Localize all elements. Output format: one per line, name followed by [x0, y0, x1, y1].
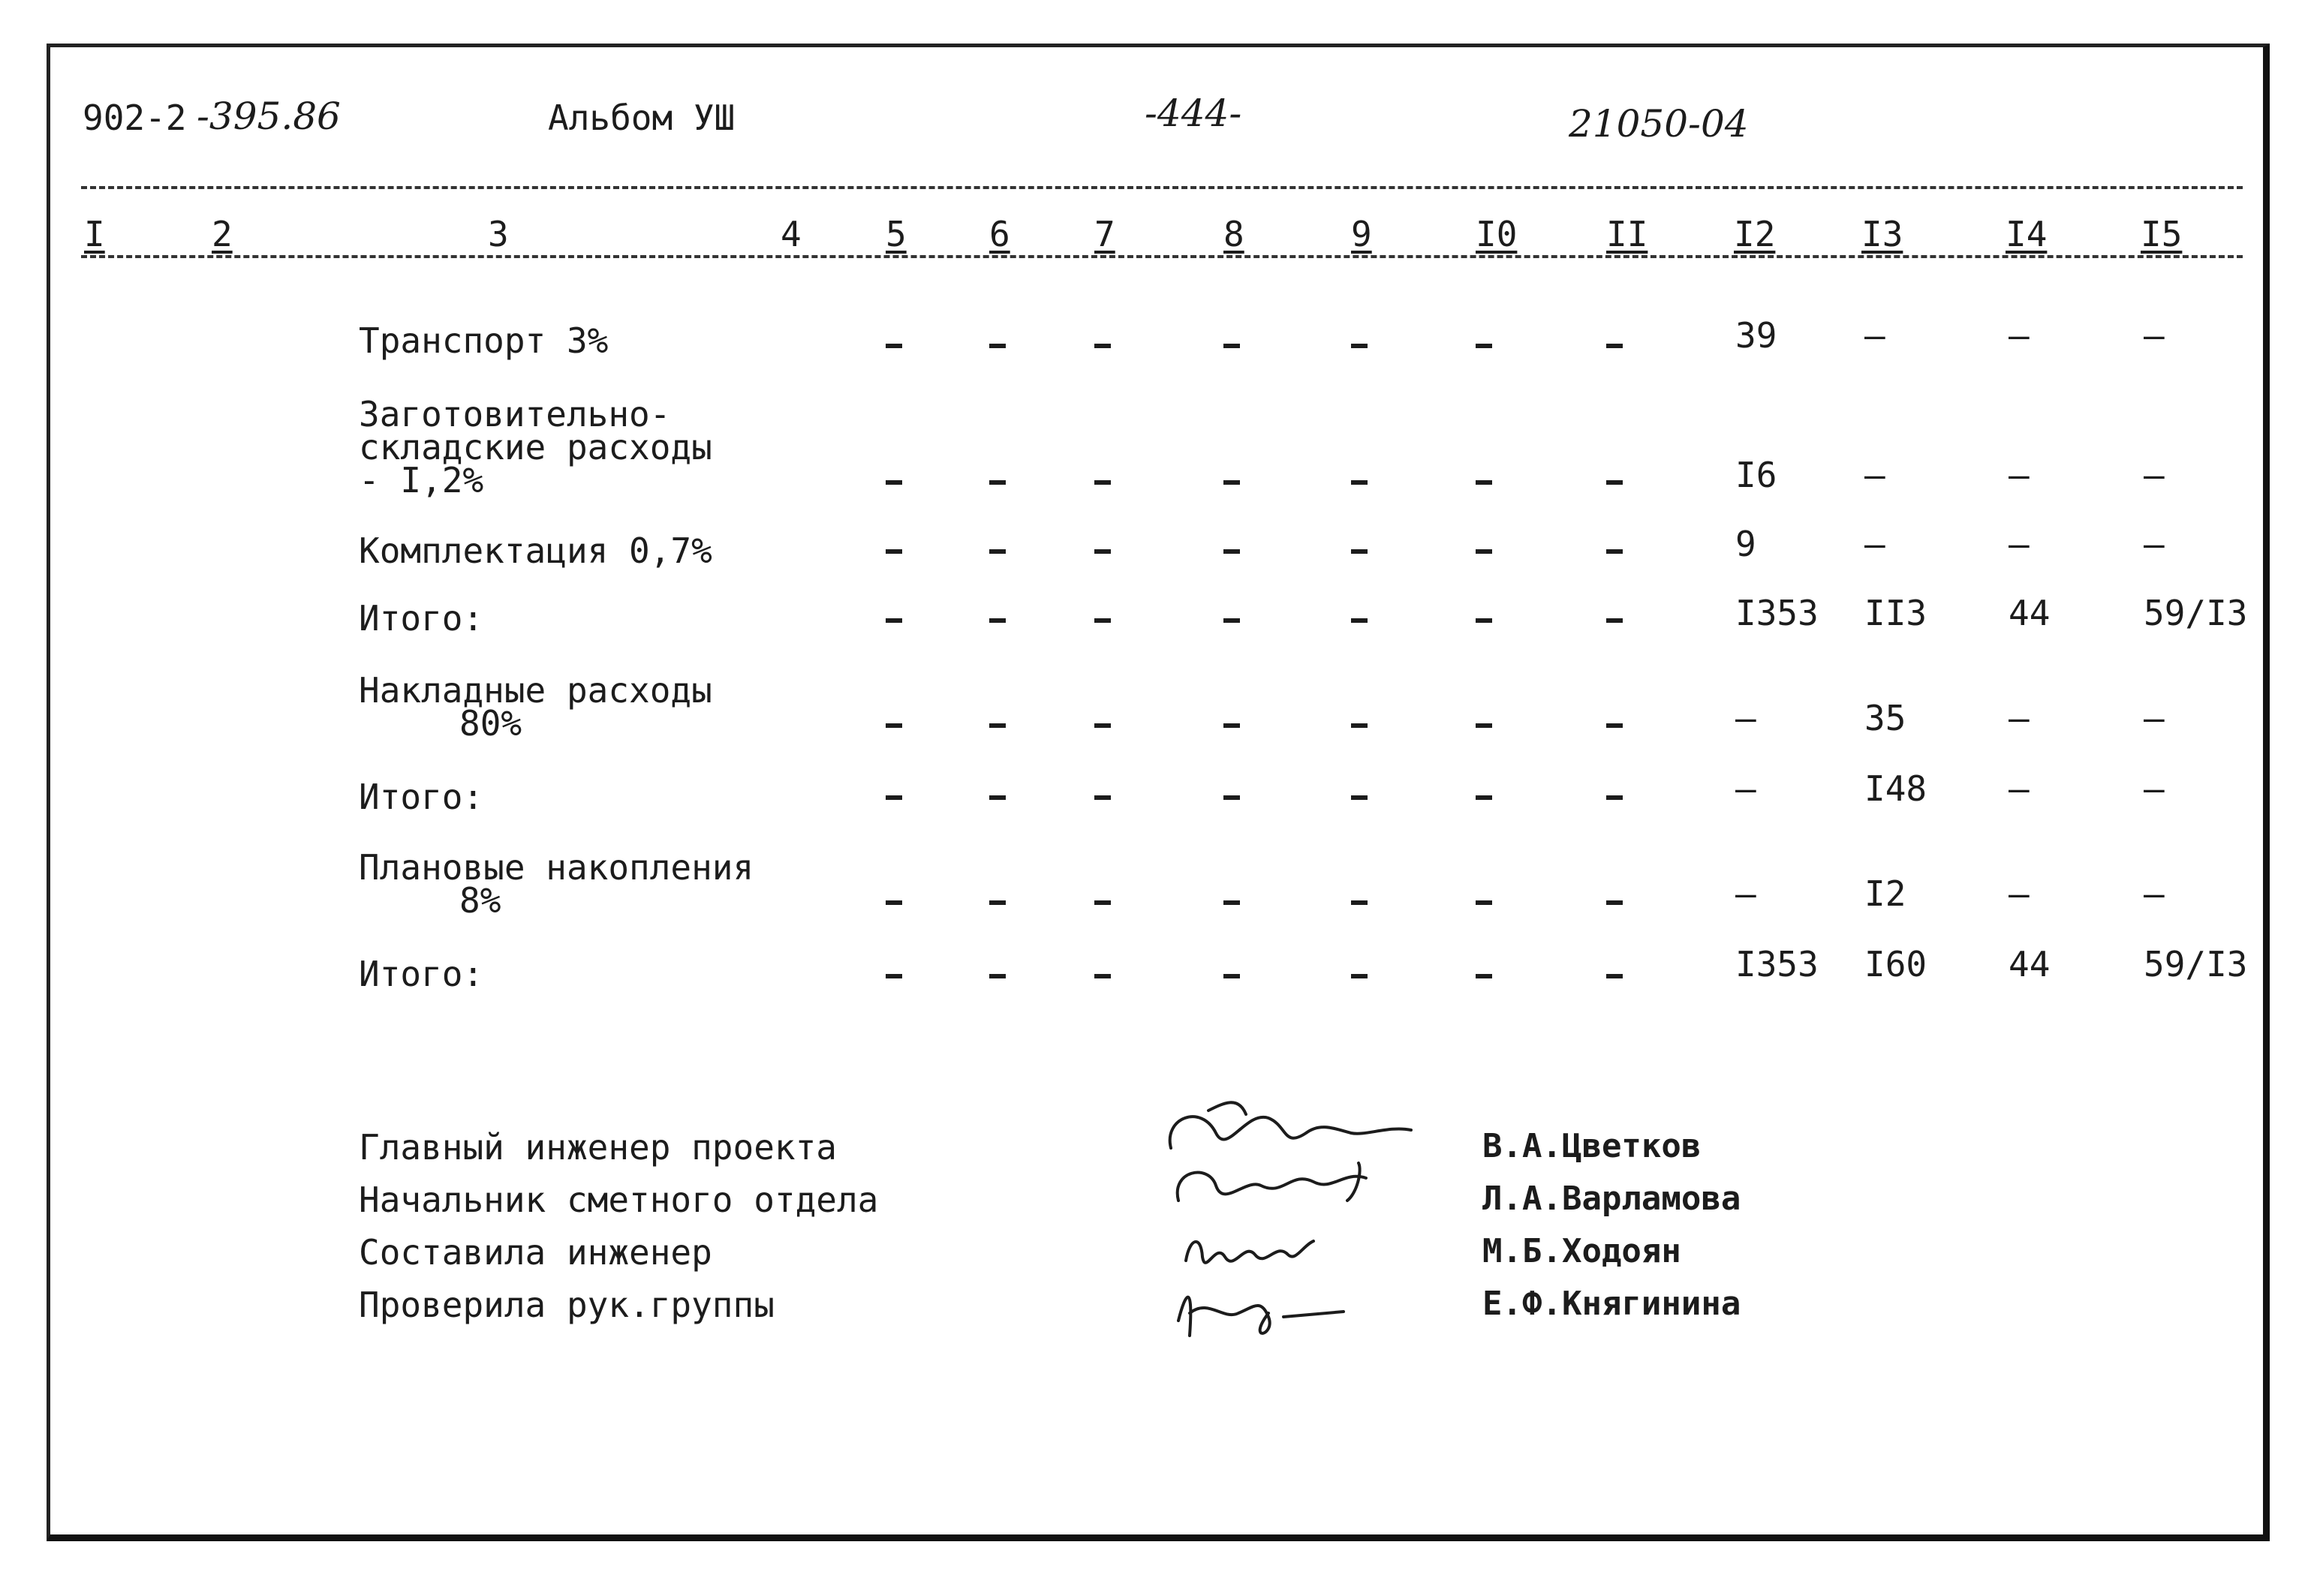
cell-r1-c13: –	[1864, 455, 1885, 495]
dash-cell	[1223, 723, 1240, 728]
dash-cell	[1223, 618, 1240, 623]
dash-cell	[989, 344, 1006, 348]
page-number: -444-	[1145, 92, 1242, 135]
row-label-total-1: Итого:	[359, 598, 484, 639]
sig-name-khodoyan: М.Б.Ходоян	[1482, 1232, 1681, 1270]
doc-code-printed: 902-2	[83, 98, 187, 138]
dash-cell	[886, 723, 902, 728]
cell-r2-c14: –	[2009, 524, 2030, 564]
cell-r5-c14: –	[2009, 768, 2030, 809]
handwritten-signatures-icon	[1156, 1088, 1426, 1358]
dash-cell	[886, 344, 902, 348]
cell-r2-c13: –	[1864, 524, 1885, 564]
col-num-7: 7	[1094, 214, 1115, 254]
sig-role-checked-by: Проверила рук.группы	[359, 1285, 775, 1325]
row-label-total-2: Итого:	[359, 777, 484, 817]
col-num-13: I3	[1861, 214, 1903, 254]
row-label-transport: Транспорт 3%	[359, 320, 609, 361]
dash-cell	[886, 618, 902, 623]
cell-r4-c13: 35	[1864, 698, 1906, 738]
cell-r1-c14: –	[2009, 455, 2030, 495]
dash-cell	[1094, 723, 1111, 728]
dashed-rule-bottom	[81, 255, 2243, 258]
cell-r6-c13: I2	[1864, 873, 1906, 914]
col-num-2: 2	[212, 214, 233, 254]
cell-r2-c12: 9	[1735, 524, 1756, 564]
dashed-rule-top	[81, 186, 2243, 189]
row-label-planned-1: Плановые накопления	[359, 847, 754, 888]
dash-cell	[1223, 974, 1240, 978]
dash-cell	[886, 900, 902, 905]
cell-r3-c12: I353	[1735, 593, 1819, 633]
dash-cell	[1476, 795, 1492, 800]
dash-cell	[1223, 900, 1240, 905]
dash-cell	[1223, 549, 1240, 554]
dash-cell	[886, 480, 902, 485]
col-num-5: 5	[886, 214, 907, 254]
dash-cell	[1606, 900, 1623, 905]
dash-cell	[1606, 549, 1623, 554]
dash-cell	[1476, 723, 1492, 728]
cell-r6-c15: –	[2144, 873, 2165, 914]
dash-cell	[1351, 618, 1368, 623]
col-num-14: I4	[2006, 214, 2048, 254]
cell-r0-c15: –	[2144, 315, 2165, 356]
dash-cell	[1351, 723, 1368, 728]
row-label-planned-2: 8%	[459, 880, 501, 921]
row-label-total-3: Итого:	[359, 954, 484, 994]
dash-cell	[1351, 344, 1368, 348]
cell-r6-c14: –	[2009, 873, 2030, 914]
cell-r1-c15: –	[2144, 455, 2165, 495]
dash-cell	[1094, 795, 1111, 800]
col-num-4: 4	[781, 214, 802, 254]
row-label-overhead-1: Накладные расходы	[359, 670, 712, 711]
col-num-6: 6	[989, 214, 1010, 254]
sig-role-estimate-head: Начальник сметного отдела	[359, 1180, 879, 1220]
col-num-3: 3	[488, 214, 509, 254]
dash-cell	[1223, 480, 1240, 485]
cell-r1-c12: I6	[1735, 455, 1777, 495]
cell-r3-c13: II3	[1864, 593, 1927, 633]
cell-r0-c14: –	[2009, 315, 2030, 356]
dash-cell	[1094, 344, 1111, 348]
row-label-procurement-3: - I,2%	[359, 460, 484, 500]
dash-cell	[989, 549, 1006, 554]
dash-cell	[886, 549, 902, 554]
cell-r3-c15: 59/I3	[2144, 593, 2248, 633]
row-label-procurement-2: складские расходы	[359, 427, 712, 467]
order-number: 21050-04	[1569, 102, 1749, 146]
cell-r5-c12: –	[1735, 768, 1756, 809]
dash-cell	[886, 974, 902, 978]
col-num-15: I5	[2141, 214, 2183, 254]
col-num-8: 8	[1223, 214, 1244, 254]
dash-cell	[1476, 900, 1492, 905]
dash-cell	[1094, 618, 1111, 623]
dash-cell	[1351, 900, 1368, 905]
cell-r5-c13: I48	[1864, 768, 1927, 809]
dash-cell	[1476, 344, 1492, 348]
cell-r7-c13: I60	[1864, 944, 1927, 984]
cell-r7-c15: 59/I3	[2144, 944, 2248, 984]
cell-r4-c14: –	[2009, 698, 2030, 738]
cell-r5-c15: –	[2144, 768, 2165, 809]
row-label-procurement-1: Заготовительно-	[359, 394, 671, 434]
col-num-10: I0	[1476, 214, 1518, 254]
album-title: Альбом УШ	[548, 98, 736, 138]
dash-cell	[1351, 974, 1368, 978]
dash-cell	[1606, 618, 1623, 623]
dash-cell	[886, 795, 902, 800]
dash-cell	[989, 795, 1006, 800]
dash-cell	[1223, 795, 1240, 800]
dash-cell	[989, 618, 1006, 623]
dash-cell	[1351, 795, 1368, 800]
dash-cell	[989, 974, 1006, 978]
dash-cell	[1606, 723, 1623, 728]
cell-r4-c15: –	[2144, 698, 2165, 738]
sig-name-varlamova: Л.А.Варламова	[1482, 1180, 1741, 1218]
sig-role-chief-engineer: Главный инженер проекта	[359, 1127, 837, 1168]
row-label-completion: Комплектация 0,7%	[359, 530, 712, 571]
dash-cell	[1606, 974, 1623, 978]
dash-cell	[1476, 549, 1492, 554]
cell-r7-c14: 44	[2009, 944, 2051, 984]
dash-cell	[1094, 480, 1111, 485]
dash-cell	[1351, 480, 1368, 485]
dash-cell	[1606, 344, 1623, 348]
cell-r6-c12: –	[1735, 873, 1756, 914]
col-num-11: II	[1606, 214, 1648, 254]
cell-r3-c14: 44	[2009, 593, 2051, 633]
dash-cell	[989, 900, 1006, 905]
cell-r2-c15: –	[2144, 524, 2165, 564]
dash-cell	[1476, 618, 1492, 623]
dash-cell	[1606, 795, 1623, 800]
sig-name-tsvetkov: В.А.Цветков	[1482, 1127, 1702, 1165]
dash-cell	[1476, 480, 1492, 485]
dash-cell	[989, 723, 1006, 728]
col-num-9: 9	[1351, 214, 1372, 254]
doc-code-handwritten: -395.86	[197, 95, 341, 138]
dash-cell	[1476, 974, 1492, 978]
dash-cell	[1094, 900, 1111, 905]
dash-cell	[1094, 549, 1111, 554]
dash-cell	[1351, 549, 1368, 554]
dash-cell	[1606, 480, 1623, 485]
sig-role-compiled-by: Составила инженер	[359, 1232, 712, 1273]
dash-cell	[1223, 344, 1240, 348]
sig-name-knyaginina: Е.Ф.Княгинина	[1482, 1285, 1741, 1323]
cell-r0-c13: –	[1864, 315, 1885, 356]
col-num-12: I2	[1734, 214, 1776, 254]
cell-r7-c12: I353	[1735, 944, 1819, 984]
dash-cell	[989, 480, 1006, 485]
cell-r0-c12: 39	[1735, 315, 1777, 356]
col-num-1: I	[84, 214, 105, 254]
cell-r4-c12: –	[1735, 698, 1756, 738]
row-label-overhead-2: 80%	[459, 703, 522, 744]
dash-cell	[1094, 974, 1111, 978]
